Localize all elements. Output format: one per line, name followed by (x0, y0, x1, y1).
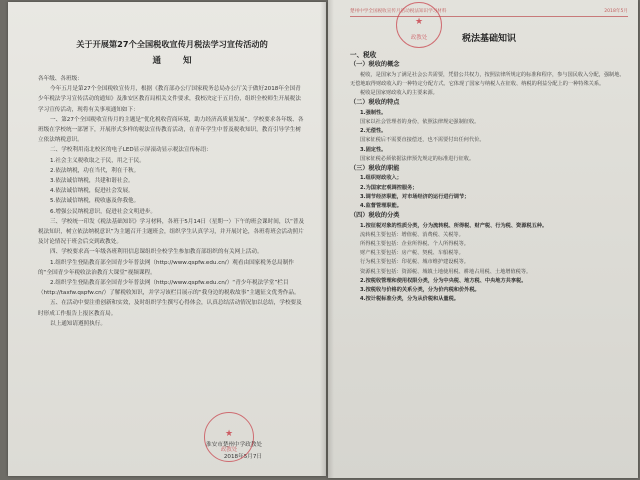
signature-date: 2018年5月7日 (223, 454, 262, 460)
list-item: 4.监督管理职能。 (360, 203, 402, 210)
notice-paragraph: 今年五月是第27个全国税收宣传月，根据《教育部办公厅国家税务总局办公厅关于做好2018年全国青少年税法学习宣传活动的通知》及淮安区教育局相关文件要求，我校决定于五月份，组织全校师生开展税法学习宣传活动，现将有关事项通知如下： (38, 86, 301, 113)
list-item: 财产税主要包括：房产税、契税、车船税等。 (360, 250, 464, 257)
slogan-item: 3.依法诚信纳税，共建和谐社会。 (50, 178, 134, 185)
notice-paragraph: 1.组织学生登陆教育部全国青少年普法网（http://www.qspfw.edu.cn/）观看由国家税务总局制作的“全国青少年税收法治教育大课堂”视频课程。 (38, 259, 294, 276)
slogan-item: 4.依法诚信纳税，促进社会发展。 (50, 188, 134, 195)
tax-knowledge-page (328, 0, 638, 478)
list-item: 1.强制性。 (360, 109, 387, 116)
slogan-item: 1.社会主义税收取之于民，用之于民。 (50, 157, 145, 164)
notice-title: 关于开展第27个全国税收宣传月税法学习宣传活动的 (76, 39, 268, 49)
subsection-heading: （一）税收的概念 (350, 61, 400, 69)
notice-paragraph: 一、第27个全国税收宣传月的主题是“优化税收营商环境，助力经济高质量发展”。学校要求各年级、各班级在学校统一部署下，开展形式多样的税法宣传教育活动，在青年学生中普及税收知识，教育引导学生树立依法纳税意识。 (38, 116, 304, 144)
notice-paragraph: 三、学校统一印发《税法基础知识》学习材料，各班于5月14日（星期一）下午的班会课时间，以“普及税法知识，树立依法纳税意识”为主题召开主题班会，组织学生认真学习，并开展讨论，各班将班会活动照片及讨论情况于班会后交到政教处。 (38, 218, 305, 246)
page-header (350, 8, 628, 17)
list-item: 1.组织财政收入； (360, 175, 402, 182)
list-item: 1.按征税对象的性质分类，分为流转税、所得税、财产税、行为税、资源税五种。 (360, 222, 548, 229)
list-item: 2.为国家宏观调控服务； (360, 184, 418, 191)
section-heading: 一、税收 (350, 51, 377, 59)
list-item: 2.无偿性。 (360, 128, 387, 135)
slogan-item: 5.依法诚信纳税，税收惠及你我他。 (50, 198, 140, 205)
list-item: 流转税主要包括：增值税、消费税、关税等。 (360, 231, 464, 238)
official-stamp: ★ 政教处 (396, 2, 442, 48)
subsection-heading: （二）税收的特点 (350, 99, 400, 107)
list-item: 3.固定性。 (360, 146, 387, 153)
header-date: 2018年5月 (604, 9, 628, 14)
list-item: 4.按计税标准分类，分为从价税和从量税。 (360, 296, 459, 303)
list-item: 所得税主要包括：企业所得税、个人所得税等。 (360, 241, 469, 248)
notice-paragraph: 二、学校利用南北校区的电子LED显示屏滚动显示税法宣传标语： (50, 147, 212, 154)
list-item: 国家以社会管理者的身份，依照法律规定强制征收。 (360, 119, 480, 126)
notice-paragraph: 2.组织学生登陆教育部全国青少年普法网（http://www.qspfw.edu.cn/）“青少年税法学堂”栏目（http://taxfw.qspfw.cn/）了解税收知识，并学习该栏目展示的“我身边的税收故事”主题征文优秀作品。 (38, 280, 300, 297)
notice-paragraph: 四、学校要求高一年级各班利用信息课组织全校学生参加教育部组织的有关网上活动。 (50, 249, 263, 256)
notice-page (8, 2, 326, 476)
slogan-item: 6.增强公民纳税意识，促进社会文明进步。 (50, 208, 157, 215)
body-text: 税收，是国家为了满足社会公共需要，凭借公共权力，按照法律所规定的标准和程序，参与国民收入分配，强制地、无偿地取得财政收入的一种特定分配方式。它体现了国家与纳税人在征收、纳税的利益分配上的一种特殊关系。 (350, 71, 625, 88)
list-item: 3.按税收与价格的关系分类，分为价内税和价外税。 (360, 287, 480, 294)
official-stamp: ★ 政教处 (204, 412, 254, 462)
list-item: 行为税主要包括：印花税、城市维护建设税等。 (360, 259, 469, 266)
subsection-heading: （四）税收的分类 (350, 212, 400, 220)
header-title: 楚州中学全国税收宣传月活动税法知识学习材料 (350, 9, 447, 14)
notice-paragraph: 五、在活动中要注重创新和实效，及时组织学生撰写心得体会，认真总结活动情况加以总结，学校要及时形成工作报告上报区教育局。 (38, 300, 302, 317)
slogan-item: 2.依法纳税，功在当代，利在千秋。 (50, 167, 140, 174)
salutation: 各年级、各班级： (38, 76, 83, 82)
list-item: 3.调节经济职能，对市场经济的运行进行调节； (360, 193, 470, 200)
closing-line: 以上通知请遵照执行。 (50, 320, 106, 327)
document-title: 税法基础知识 (461, 34, 516, 44)
notice-subtitle: 通知 (152, 56, 214, 66)
body-text: 税收是国家财政收入的主要来源。 (360, 90, 438, 97)
list-item: 国家征税后不需要直接偿还，也不需要付出任何代价。 (360, 137, 485, 144)
list-item: 国家征税必须依据法律预先规定的标准进行征收。 (360, 155, 475, 162)
signature-org: 淮安市楚州中学政教处 (206, 442, 262, 448)
list-item: 资源税主要包括：资源税、城镇土地使用税、耕地占用税、土地增值税等。 (360, 268, 532, 275)
list-item: 2.按税收管理和使用权限分类，分为中央税、地方税、中央地方共享税。 (360, 277, 527, 284)
subsection-heading: （三）税收的职能 (350, 165, 400, 173)
